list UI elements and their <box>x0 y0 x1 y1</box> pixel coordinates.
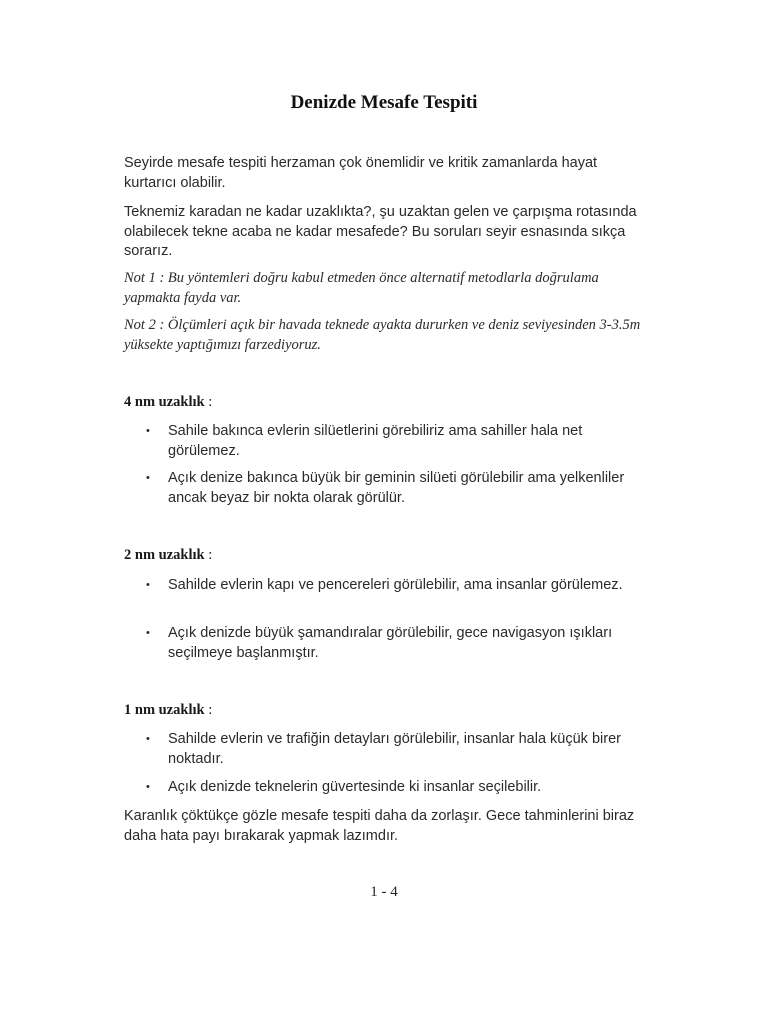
intro-paragraph-2: Teknemiz karadan ne kadar uzaklıkta?, şu uzaktan gelen ve çarpışma rotasında olabilecek tekne acaba ne kadar mesafede? Bu soruları seyir esnasında sıkça sorarız. <box>124 204 637 259</box>
bullet-icon: • <box>146 627 150 639</box>
list-item-text: Açık denizde teknelerin güvertesinde ki insanlar seçilebilir. <box>168 779 542 795</box>
closing-paragraph: Karanlık çöktükçe gözle mesafe tespiti daha da zorlaşır. Gece tahminlerini biraz daha hata payı bırakarak yapmak lazımdır. <box>124 808 635 844</box>
note-1: Not 1 : Bu yöntemleri doğru kabul etmeden önce alternatif metodlarla doğrulama yapmakta fayda var. <box>124 270 599 306</box>
list-item-text: Sahilde evlerin kapı ve pencereleri görülebilir, ama insanlar görülemez. <box>168 577 623 593</box>
bullet-icon: • <box>146 425 150 437</box>
bullet-icon: • <box>146 733 150 745</box>
bullet-icon: • <box>146 472 150 484</box>
section-heading-1nm <box>124 702 212 719</box>
list-item <box>146 576 646 596</box>
list-item-text: Sahilde evlerin ve trafiğin detayları görülebilir, insanlar hala küçük birer noktadır. <box>168 731 621 767</box>
section-heading-colon: : <box>208 547 213 563</box>
bullet-icon: • <box>146 579 150 591</box>
section-heading-label: 4 nm uzaklık <box>124 394 205 410</box>
section-heading-2nm <box>124 547 212 564</box>
section-heading-colon: : <box>208 702 213 718</box>
list-item <box>146 422 646 461</box>
note-2: Not 2 : Ölçümleri açık bir havada teknede ayakta dururken ve deniz seviyesinden 3-3.5m yüksekte yaptığımızı farzediyoruz. <box>124 317 641 353</box>
list-item <box>146 730 646 769</box>
section-heading-label: 2 nm uzaklık <box>124 547 205 563</box>
section-heading-colon: : <box>208 394 213 410</box>
intro-paragraph-1: Seyirde mesafe tespiti herzaman çok önemlidir ve kritik zamanlarda hayat kurtarıcı olabilir. <box>124 155 598 191</box>
page-title: Denizde Mesafe Tespiti <box>290 92 478 113</box>
page-number: 1 - 4 <box>370 884 398 900</box>
section-heading-label: 1 nm uzaklık <box>124 702 205 718</box>
list-item <box>146 469 646 508</box>
list-item <box>146 778 646 798</box>
bullet-icon: • <box>146 781 150 793</box>
section-heading-4nm <box>124 394 212 411</box>
list-item <box>146 624 646 663</box>
list-item-text: Açık denize bakınca büyük bir geminin silüeti görülebilir ama yelkenliler ancak beyaz bir nokta olarak görülür. <box>168 470 625 506</box>
list-item-text: Sahile bakınca evlerin silüetlerini görebiliriz ama sahiller hala net görülemez. <box>168 423 583 459</box>
list-item-text: Açık denizde büyük şamandıralar görülebilir, gece navigasyon ışıkları seçilmeye başlanmıştır. <box>168 625 613 661</box>
